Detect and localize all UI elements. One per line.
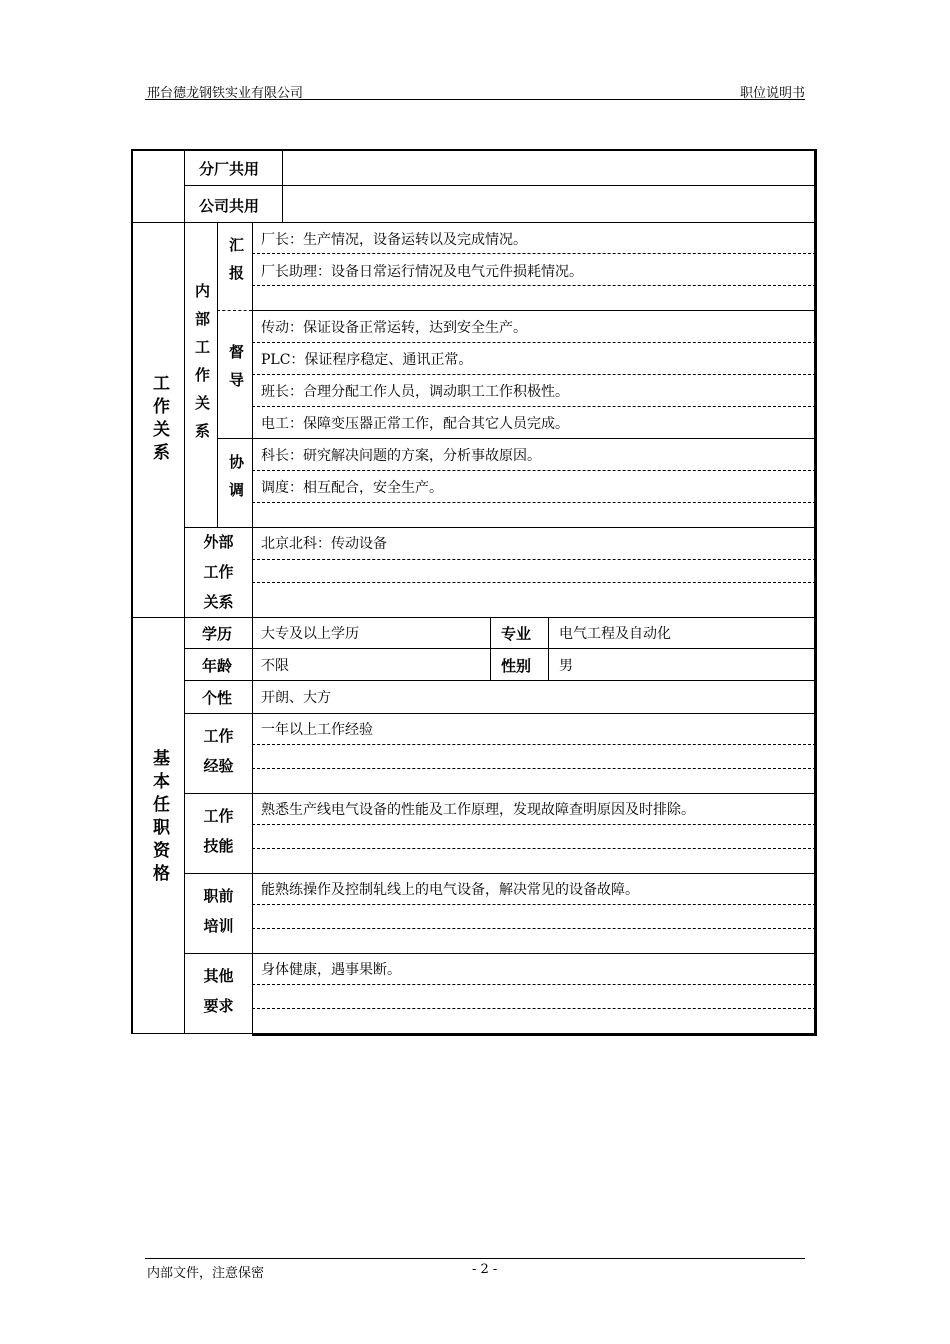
age-value: 不限	[261, 658, 289, 674]
header-rule	[145, 99, 805, 100]
coordinate-item: 科长：研究解决问题的方案，分析事故原因。	[261, 448, 541, 464]
other-label	[191, 961, 246, 1021]
footer-rule	[145, 1258, 805, 1259]
age-label: 年龄	[202, 657, 233, 675]
page-number: - 2 -	[472, 1262, 498, 1277]
gender-value: 男	[559, 658, 573, 674]
other-label-line: 其他	[203, 967, 234, 985]
training-value: 能熟练操作及控制轧线上的电气设备，解决常见的设备故障。	[261, 882, 639, 898]
internal-relations-title: 内部工作关系	[193, 283, 211, 451]
major-label: 专业	[501, 625, 532, 643]
document-title: 职位说明书	[739, 86, 805, 101]
report-item: 厂长助理：设备日常运行情况及电气元件损耗情况。	[261, 264, 583, 280]
supervise-item: 班长：合理分配工作人员，调动职工工作积极性。	[261, 384, 569, 400]
supervise-item: 电工：保障变压器正常工作，配合其它人员完成。	[261, 416, 569, 432]
major-value: 电气工程及自动化	[559, 626, 671, 642]
factory-shared-label: 分厂共用	[199, 160, 260, 178]
confidential-notice: 内部文件，注意保密	[147, 1266, 265, 1281]
supervise-item: 传动：保证设备正常运转，达到安全生产。	[261, 320, 527, 336]
supervise-item: PLC：保证程序稳定、通讯正常。	[261, 352, 473, 368]
external-label-line: 工作	[203, 563, 234, 581]
company-shared-label: 公司共用	[199, 197, 260, 215]
personality-value: 开朗、大方	[261, 690, 331, 706]
external-relations-label	[191, 527, 246, 617]
external-label-line: 外部	[203, 533, 234, 551]
qualifications-title: 基本任职资格	[149, 749, 169, 887]
external-label-line: 关系	[203, 593, 234, 611]
external-item: 北京北科：传动设备	[261, 536, 387, 552]
experience-label	[191, 721, 246, 781]
training-label-line: 培训	[203, 917, 234, 935]
personality-label: 个性	[202, 689, 233, 707]
table-shadow-right	[814, 149, 817, 1036]
work-relations-title: 工作关系	[149, 374, 169, 466]
coordinate-item: 调度：相互配合，安全生产。	[261, 480, 443, 496]
education-value: 大专及以上学历	[261, 626, 359, 642]
skills-label-line: 工作	[203, 807, 234, 825]
report-label: 汇报	[227, 237, 245, 293]
report-item: 厂长：生产情况，设备运转以及完成情况。	[261, 232, 527, 248]
table-shadow-bottom	[252, 1033, 817, 1036]
job-description-table	[131, 149, 816, 1034]
company-name: 邢台德龙钢铁实业有限公司	[147, 86, 304, 101]
other-label-line: 要求	[203, 997, 234, 1015]
supervise-label: 督导	[227, 344, 245, 400]
other-value: 身体健康，遇事果断。	[261, 962, 401, 978]
experience-label-line: 经验	[203, 757, 234, 775]
coordinate-label: 协调	[227, 454, 245, 510]
education-label: 学历	[202, 625, 233, 643]
experience-value: 一年以上工作经验	[261, 722, 373, 738]
gender-label: 性别	[501, 657, 532, 675]
training-label	[191, 881, 246, 941]
experience-label-line: 工作	[203, 727, 234, 745]
skills-label-line: 技能	[203, 837, 234, 855]
skills-label	[191, 801, 246, 861]
skills-value: 熟悉生产线电气设备的性能及工作原理，发现故障查明原因及时排除。	[261, 802, 695, 818]
training-label-line: 职前	[203, 887, 234, 905]
